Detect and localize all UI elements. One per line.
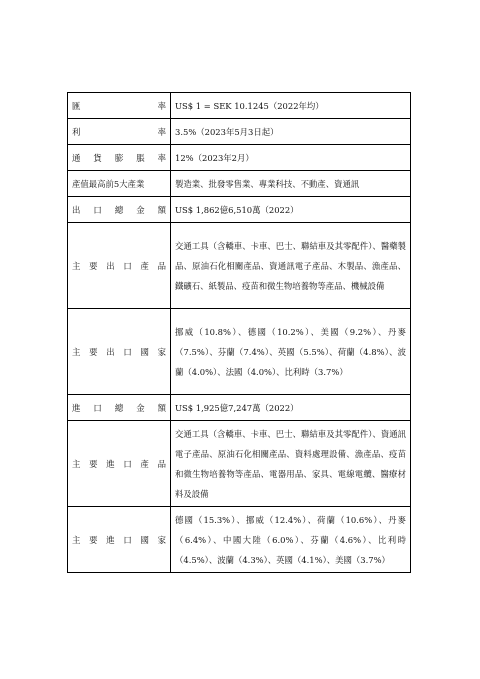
table-row	[68, 171, 411, 197]
row-label-text: 出 口 總 金 額	[72, 204, 166, 215]
row-value	[171, 507, 411, 573]
row-label-text: 產值最高前5大產業	[72, 178, 145, 189]
row-label	[68, 171, 171, 197]
table-row	[68, 197, 411, 223]
row-value	[171, 197, 411, 223]
table-row	[68, 223, 411, 309]
row-label	[68, 223, 171, 309]
table-row	[68, 395, 411, 421]
row-value	[171, 171, 411, 197]
row-value	[171, 145, 411, 171]
row-value-text: 製造業、批發零售業、專業科技、不動產、資通訊	[175, 178, 360, 189]
row-value	[171, 309, 411, 395]
row-value	[171, 421, 411, 507]
row-label-text: 利 率	[72, 126, 166, 137]
table-row	[68, 507, 411, 573]
row-label-text: 匯 率	[72, 100, 166, 111]
economic-info-table	[67, 92, 411, 573]
row-label	[68, 507, 171, 573]
row-value-text: 12%（2023年2月）	[175, 152, 254, 163]
row-label-text: 主 要 進 口 國 家	[72, 534, 166, 545]
row-label-text: 通 貨 膨 脹 率	[72, 152, 166, 163]
row-label-text: 主 要 出 口 產 品	[72, 260, 166, 271]
table-row	[68, 119, 411, 145]
row-label	[68, 145, 171, 171]
row-value-text: 挪威（10.8%）、德國（10.2%）、美國（9.2%）、丹麥（7.5%）、芬蘭（7.4%）、英國（5.5%）、荷蘭（4.8%）、波蘭（4.0%）、法國（4.0%）、比利時（3.7%）	[175, 326, 406, 377]
table-body	[68, 93, 411, 573]
row-value-text: 交通工具（含轎車、卡車、巴士、聯結車及其零配件）、資通訊電子產品、原油石化相關產品、資料處理設備、漁產品、疫苗和微生物培養物等產品、電器用品、家具、電線電纜、醫療材料及設備	[175, 428, 406, 499]
row-label	[68, 197, 171, 223]
row-value	[171, 223, 411, 309]
row-value-text: 3.5%（2023年5月3日起）	[175, 126, 279, 137]
row-value-text: 交通工具（含轎車、卡車、巴士、聯結車及其零配件）、醫藥製品、原油石化相關產品、資通訊電子產品、木製品、漁產品、鐵礦石、紙製品、疫苗和微生物培養物等產品、機械設備	[175, 240, 406, 291]
row-label-text: 進 口 總 金 額	[72, 402, 166, 413]
row-value-text: 德國（15.3%）、挪威（12.4%）、荷蘭（10.6%）、丹麥（6.4%）、中國大陸（6.0%）、芬蘭（4.6%）、比利時（4.5%）、波蘭（4.3%）、英國（4.1%）、美國（3.7%）	[175, 514, 406, 565]
table-row	[68, 145, 411, 171]
row-label	[68, 93, 171, 119]
row-label	[68, 309, 171, 395]
row-value	[171, 395, 411, 421]
table-row	[68, 309, 411, 395]
row-value-text: US$ 1,925億7,247萬（2022）	[175, 402, 299, 413]
row-value-text: US$ 1,862億6,510萬（2022）	[175, 204, 299, 215]
table-row	[68, 93, 411, 119]
row-label-text: 主 要 進 口 產 品	[72, 458, 166, 469]
row-label	[68, 421, 171, 507]
row-value	[171, 93, 411, 119]
row-label	[68, 119, 171, 145]
row-value-text: US$ 1 = SEK 10.1245（2022年均）	[175, 100, 324, 111]
table-row	[68, 421, 411, 507]
row-label-text: 主 要 出 口 國 家	[72, 346, 166, 357]
row-value	[171, 119, 411, 145]
row-label	[68, 395, 171, 421]
